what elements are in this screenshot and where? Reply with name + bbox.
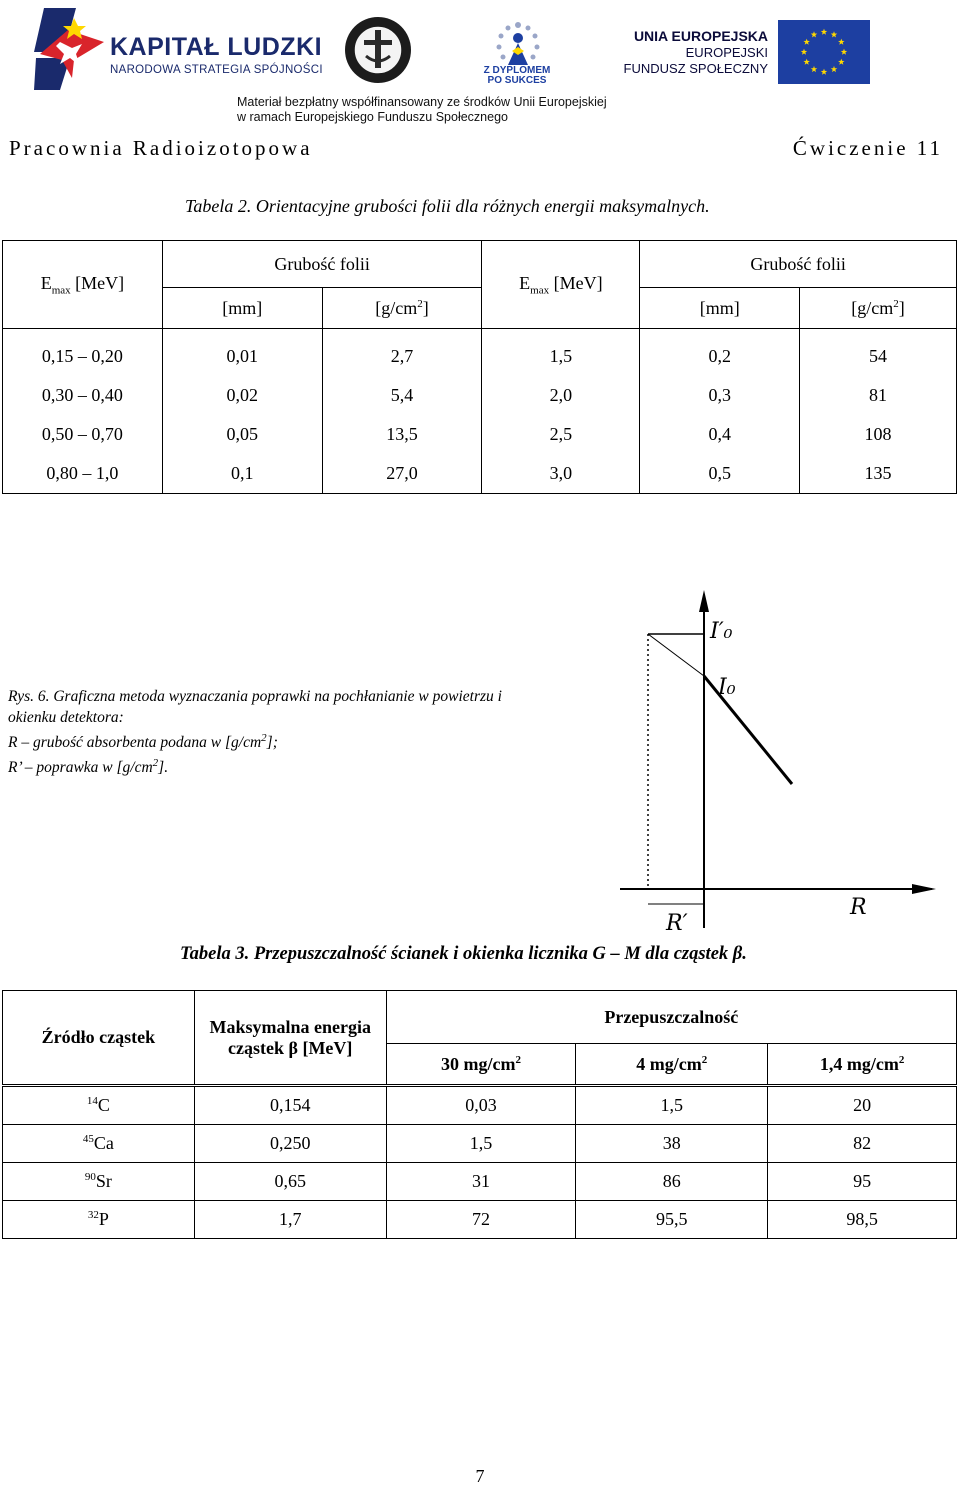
table2-emax-header-2: $E_{max}$ [MeV] (482, 241, 640, 329)
table-cell: 0,30 – 0,40 (3, 376, 163, 415)
table-cell: 0,01 (162, 329, 322, 377)
table-cell: 0,250 (194, 1125, 386, 1163)
table-row (3, 329, 957, 377)
table-cell: 1,7 (194, 1201, 386, 1239)
table-cell-isotope: $^{14}$C (3, 1086, 195, 1125)
table2-emax-header: $E_{max}$ [MeV] (3, 241, 163, 329)
table2-unit-gcm: $[g/cm^2]$ (322, 288, 482, 329)
table-cell: 0,02 (162, 376, 322, 415)
table3 (2, 990, 957, 1239)
table-cell: 31 (386, 1163, 576, 1201)
z-dyplomem-text (476, 66, 558, 86)
table-cell: 108 (800, 415, 957, 454)
table-cell: 3,0 (482, 454, 640, 494)
x-axis-arrow-icon (912, 884, 936, 894)
funding-line1: Materiał bezpłatny współfinansowany ze środków Unii Europejskiej (237, 95, 607, 109)
table-cell: 0,3 (640, 376, 800, 415)
table-cell: 1,5 (386, 1125, 576, 1163)
page-number: 7 (475, 1466, 485, 1486)
table-cell: 95 (768, 1163, 957, 1201)
figure-caption-line1: Rys. 6. Graficzna metoda wyznaczania poprawki na pochłanianie w powietrzu i (8, 688, 502, 705)
kapital-ludzki-title: KAPITAŁ LUDZKI (110, 33, 323, 61)
table-cell: 95,5 (576, 1201, 768, 1239)
funding-note (237, 95, 607, 125)
table-cell: 0,15 – 0,20 (3, 329, 163, 377)
table-cell: 20 (768, 1086, 957, 1125)
absorption-correction-figure (614, 584, 944, 934)
table3-header-row1 (3, 991, 957, 1044)
table-cell: 5,4 (322, 376, 482, 415)
table3-subcol-4: 4 $mg/cm^2$ (576, 1044, 768, 1086)
logo-bar (0, 0, 960, 130)
table2-unit-mm-2: [mm] (640, 288, 800, 329)
kapital-ludzki-subtitle: NARODOWA STRATEGIA SPÓJNOŚCI (110, 64, 323, 76)
table-cell: 72 (386, 1201, 576, 1239)
label-i0-prime: I′₀ (710, 619, 733, 644)
table-cell: 13,5 (322, 415, 482, 454)
running-header-right: Ćwiczenie 11 (792, 136, 943, 160)
table-row (3, 1201, 957, 1239)
table-cell: 81 (800, 376, 957, 415)
table3-energy-header-line2: cząstek β [MeV] (227, 1037, 353, 1058)
running-header-left: Pracownia Radioizotopowa (9, 136, 313, 160)
table-cell: 82 (768, 1125, 957, 1163)
table2-unit-mm: [mm] (162, 288, 322, 329)
label-r: R (850, 895, 867, 920)
eu-flag-icon (778, 20, 870, 84)
z-dyplomem-line2: PO SUKCES (487, 75, 547, 86)
table-cell: 86 (576, 1163, 768, 1201)
table-cell: 2,7 (322, 329, 482, 377)
label-i0: I₀ (718, 675, 736, 700)
table-cell: 0,05 (162, 415, 322, 454)
table-cell: 2,5 (482, 415, 640, 454)
table3-subcol-1-4: 1,4 $mg/cm^2$ (768, 1044, 957, 1086)
eu-line3: FUNDUSZ SPOŁECZNY (623, 61, 768, 76)
table3-caption: Tabela 3. Przepuszczalność ścianek i okienka licznika G – M dla cząstek β. (180, 944, 747, 964)
table2-header-row1 (3, 241, 957, 288)
table-cell: 0,50 – 0,70 (3, 415, 163, 454)
table-cell: 1,5 (482, 329, 640, 377)
eu-line1: UNIA EUROPEJSKA (633, 28, 768, 44)
table2-unit-gcm-2: $[g/cm^2]$ (800, 288, 957, 329)
table-cell: 0,2 (640, 329, 800, 377)
table-cell: 0,1 (162, 454, 322, 494)
table-row (3, 415, 957, 454)
table-cell: 98,5 (768, 1201, 957, 1239)
eu-text (622, 28, 768, 77)
table-cell: 0,4 (640, 415, 800, 454)
table-cell: 0,65 (194, 1163, 386, 1201)
z-dyplomem-line1: Z DYPLOMEM (483, 65, 551, 76)
table3-energy-header-line1: Maksymalna energia (209, 1016, 371, 1037)
table-cell: 0,80 – 1,0 (3, 454, 163, 494)
table-row (3, 1163, 957, 1201)
eu-line2: EUROPEJSKI (685, 45, 768, 60)
table3-subcol-30: 30 $mg/cm^2$ (386, 1044, 576, 1086)
table-cell: 0,03 (386, 1086, 576, 1125)
funding-line2: w ramach Europejskiego Funduszu Społecznego (237, 110, 508, 124)
table-row (3, 454, 957, 494)
y-axis-arrow-icon (699, 590, 709, 612)
table3-transmission-header: Przepuszczalność (386, 991, 956, 1044)
table-cell-isotope: $^{32}$P (3, 1201, 195, 1239)
kapital-ludzki-logo-icon (34, 8, 112, 90)
table-cell: 0,154 (194, 1086, 386, 1125)
table-row (3, 1125, 957, 1163)
table-cell: 38 (576, 1125, 768, 1163)
university-seal-icon (344, 16, 412, 84)
table3-energy-header (194, 991, 386, 1086)
table-cell: 27,0 (322, 454, 482, 494)
figure-caption-line3: R – grubość absorbenta podana w $[g/cm^2]$; (8, 732, 278, 752)
table-cell-isotope: $^{90}$Sr (3, 1163, 195, 1201)
table-row (3, 1086, 957, 1125)
table-cell: 0,5 (640, 454, 800, 494)
table-cell: 2,0 (482, 376, 640, 415)
table2 (2, 240, 957, 494)
figure-caption-line2: okienku detektora: (8, 709, 124, 726)
extrapolation-line (648, 634, 704, 676)
table2-thickness-header: Grubość folii (162, 241, 482, 288)
label-r-prime: R′ (666, 911, 688, 934)
table-cell-isotope: $^{45}$Ca (3, 1125, 195, 1163)
kapital-ludzki-text (110, 34, 323, 76)
figure-caption-line4: R’ – poprawka w $[g/cm^2]$. (8, 757, 169, 777)
figure-caption (8, 686, 606, 778)
table3-source-header: Źródło cząstek (3, 991, 195, 1086)
table2-thickness-header-2: Grubość folii (640, 241, 957, 288)
table-cell: 135 (800, 454, 957, 494)
table-cell: 54 (800, 329, 957, 377)
table-row (3, 376, 957, 415)
table-cell: 1,5 (576, 1086, 768, 1125)
table2-caption: Tabela 2. Orientacyjne grubości folii dla różnych energii maksymalnych. (185, 196, 710, 216)
running-header (9, 136, 943, 164)
